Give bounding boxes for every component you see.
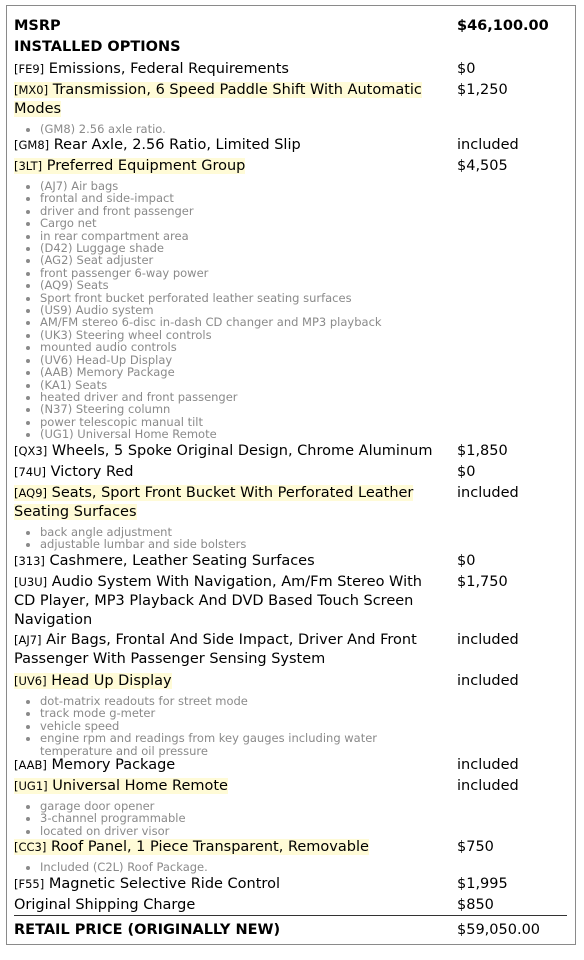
shipping-label: Original Shipping Charge: [14, 897, 196, 913]
option-notes: [26, 861, 208, 873]
option-code: [313]: [14, 554, 45, 568]
option-ug1: [14, 777, 446, 796]
option-price: $1,750: [457, 574, 508, 590]
retail-price-label: RETAIL PRICE (ORIGINALLY NEW): [14, 922, 281, 938]
option-name: Head Up Display: [51, 673, 172, 689]
option-price: included: [457, 485, 519, 501]
option-name: Victory Red: [50, 464, 134, 480]
option-name: Wheels, 5 Spoke Original Design, Chrome Aluminum: [51, 443, 433, 459]
note-item: • (UV6) Head-Up Display: [40, 354, 382, 366]
option-price: $1,995: [457, 876, 508, 892]
option-name: Seats, Sport Front Bucket With Perforated Leather Seating Surfaces: [14, 485, 414, 520]
option-aj7: [14, 631, 446, 669]
option-price: included: [457, 778, 519, 794]
note-item: • (D42) Luggage shade: [40, 242, 382, 254]
note-item: • engine rpm and readings from key gauges including water temperature and oil pressure: [40, 732, 420, 757]
option-name: Preferred Equipment Group: [46, 158, 246, 174]
option-price: included: [457, 137, 519, 153]
option-notes: [26, 180, 382, 441]
option-price: $1,250: [457, 82, 508, 98]
note-item: • (GM8) 2.56 axle ratio.: [40, 123, 166, 135]
option-f55: [14, 875, 446, 894]
note-item: • vehicle speed: [40, 720, 420, 732]
note-item: • mounted audio controls: [40, 341, 382, 353]
note-item: • Cargo net: [40, 217, 382, 229]
note-item: • 3-channel programmable: [40, 812, 186, 824]
option-code: [QX3]: [14, 444, 48, 458]
option-price: included: [457, 673, 519, 689]
option-name: Emissions, Federal Requirements: [48, 61, 289, 77]
option-code: [3LT]: [14, 159, 43, 173]
option-mx0: [14, 81, 446, 119]
note-item: • (N37) Steering column: [40, 403, 382, 415]
note-item: • in rear compartment area: [40, 230, 382, 242]
option-u3u: [14, 573, 446, 630]
option-aab: [14, 756, 446, 775]
option-code: [FE9]: [14, 62, 45, 76]
option-name: Air Bags, Frontal And Side Impact, Driver And Front Passenger With Passenger Sensing System: [14, 632, 417, 667]
total-divider: [14, 915, 567, 916]
option-name: Cashmere, Leather Seating Surfaces: [49, 553, 315, 569]
installed-options-heading: INSTALLED OPTIONS: [14, 39, 181, 55]
option-aq9: [14, 484, 446, 522]
option-price: $0: [457, 61, 476, 77]
note-item: • (AQ9) Seats: [40, 279, 382, 291]
option-code: [GM8]: [14, 138, 50, 152]
retail-price-value: $59,050.00: [457, 922, 541, 938]
option-code: [MX0]: [14, 83, 49, 97]
option-notes: [26, 800, 186, 837]
option-name: Rear Axle, 2.56 Ratio, Limited Slip: [53, 137, 301, 153]
option-code: [F55]: [14, 877, 45, 891]
note-item: • garage door opener: [40, 800, 186, 812]
note-item: • front passenger 6-way power: [40, 267, 382, 279]
option-price: $4,505: [457, 158, 508, 174]
option-code: [UV6]: [14, 674, 47, 688]
option-code: [UG1]: [14, 779, 48, 793]
note-item: • (AAB) Memory Package: [40, 366, 382, 378]
option-price: $1,850: [457, 443, 508, 459]
option-gm8: [14, 136, 446, 155]
note-item: • power telescopic manual tilt: [40, 416, 382, 428]
note-item: • heated driver and front passenger: [40, 391, 382, 403]
note-item: • AM/FM stereo 6-disc in-dash CD changer and MP3 playback: [40, 316, 382, 328]
option-code: [AAB]: [14, 758, 47, 772]
option-code: [AQ9]: [14, 486, 48, 500]
note-item: • adjustable lumbar and side bolsters: [40, 538, 246, 550]
option-price: $0: [457, 553, 476, 569]
option-price: included: [457, 632, 519, 648]
note-item: • (UG1) Universal Home Remote: [40, 428, 382, 440]
option-name: Memory Package: [51, 757, 176, 773]
msrp-label: MSRP: [14, 18, 61, 34]
note-item: • (AG2) Seat adjuster: [40, 254, 382, 266]
option-qx3: [14, 442, 464, 461]
option-notes: [26, 123, 166, 135]
note-item: • track mode g-meter: [40, 707, 420, 719]
option-price: $0: [457, 464, 476, 480]
option-name: Magnetic Selective Ride Control: [48, 876, 280, 892]
option-3lt: [14, 157, 446, 176]
note-item: • back angle adjustment: [40, 526, 246, 538]
note-item: • (UK3) Steering wheel controls: [40, 329, 382, 341]
option-313: [14, 552, 446, 571]
option-name: Transmission, 6 Speed Paddle Shift With Automatic Modes: [14, 82, 422, 117]
option-code: [AJ7]: [14, 633, 42, 647]
window-sticker: [6, 5, 576, 945]
option-74u: [14, 463, 446, 482]
option-fe9: [14, 60, 446, 79]
note-item: • driver and front passenger: [40, 205, 382, 217]
note-item: • (KA1) Seats: [40, 379, 382, 391]
option-name: Universal Home Remote: [52, 778, 228, 794]
option-code: [CC3]: [14, 840, 47, 854]
note-item: • (AJ7) Air bags: [40, 180, 382, 192]
option-name: Roof Panel, 1 Piece Transparent, Removable: [50, 839, 369, 855]
option-notes: [26, 695, 420, 757]
note-item: • Included (C2L) Roof Package.: [40, 861, 208, 873]
note-item: • Sport front bucket perforated leather seating surfaces: [40, 292, 382, 304]
option-code: [74U]: [14, 465, 47, 479]
shipping-price: $850: [457, 897, 494, 913]
option-name: Audio System With Navigation, Am/Fm Stereo With CD Player, MP3 Playback And DVD Based Touch Screen Navigation: [14, 574, 422, 628]
option-cc3: [14, 838, 446, 857]
option-notes: [26, 526, 246, 551]
msrp-price: $46,100.00: [457, 18, 549, 34]
option-code: [U3U]: [14, 575, 48, 589]
option-price: $750: [457, 839, 494, 855]
option-price: included: [457, 757, 519, 773]
option-uv6: [14, 672, 446, 691]
note-item: • dot-matrix readouts for street mode: [40, 695, 420, 707]
note-item: • frontal and side-impact: [40, 192, 382, 204]
note-item: • located on driver visor: [40, 825, 186, 837]
note-item: • (US9) Audio system: [40, 304, 382, 316]
